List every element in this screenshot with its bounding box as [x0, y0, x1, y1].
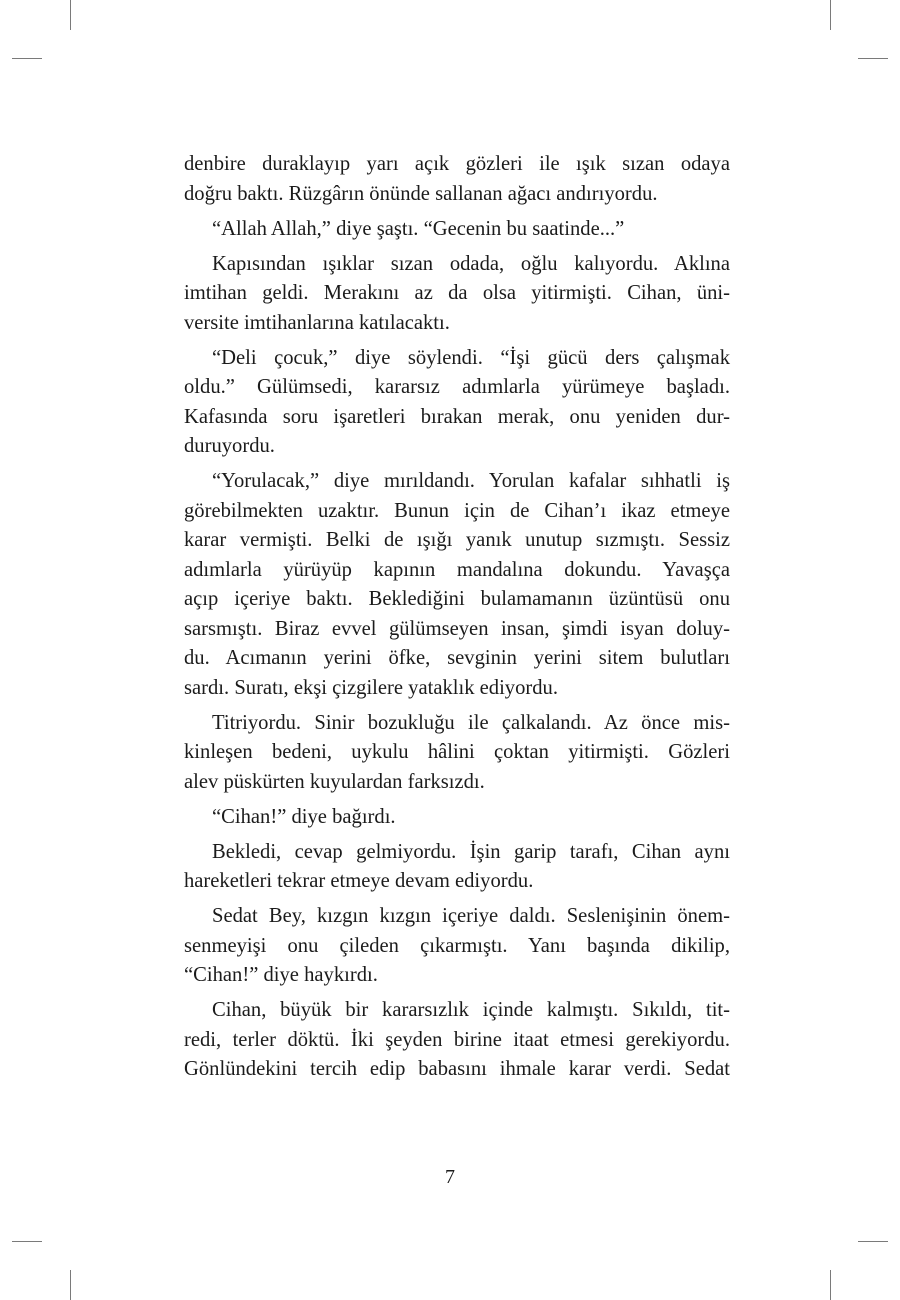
text-line: senmeyişi onu çileden çıkarmıştı. Yanı başında dikilip,	[184, 934, 730, 957]
paragraph	[184, 467, 730, 703]
crop-mark-top-right	[830, 0, 831, 30]
text-line: hareketleri tekrar etmeye devam ediyordu.	[184, 870, 534, 892]
paragraph	[184, 838, 730, 897]
paragraph	[184, 996, 730, 1085]
paragraph	[184, 344, 730, 462]
body-text	[184, 150, 730, 1090]
text-line: oldu.” Gülümsedi, kararsız adımlarla yürümeye başladı.	[184, 376, 730, 398]
paragraph	[184, 709, 730, 798]
paragraph	[184, 250, 730, 339]
paragraph	[184, 215, 730, 245]
text-line: “Allah Allah,” diye şaştı. “Gecenin bu saatinde...”	[212, 217, 625, 240]
text-line: “Yorulacak,” diye mırıldandı. Yorulan kafalar sıhhatli iş	[212, 470, 730, 492]
text-line: doğru baktı. Rüzgârın önünde sallanan ağacı andırıyordu.	[184, 182, 658, 205]
crop-mark-bottom-left	[12, 1241, 42, 1242]
text-line: denbire duraklayıp yarı açık gözleri ile ışık sızan odaya	[184, 153, 730, 175]
text-line: adımlarla yürüyüp kapının mandalına dokundu. Yavaşça	[184, 558, 730, 581]
text-line: Bekledi, cevap gelmiyordu. İşin garip tarafı, Cihan aynı	[212, 840, 730, 863]
paragraph	[184, 803, 730, 833]
text-line: Kapısından ışıklar sızan odada, oğlu kalıyordu. Aklına	[212, 252, 730, 275]
text-line: duruyordu.	[184, 435, 275, 457]
crop-mark-bottom-left	[70, 1270, 71, 1300]
text-line: Gönlündekini tercih edip babasını ihmale karar verdi. Sedat	[184, 1058, 730, 1080]
text-line: görebilmekten uzaktır. Bunun için de Cihan’ı ikaz etmeye	[184, 499, 730, 522]
text-line: Titriyordu. Sinir bozukluğu ile çalkalandı. Az önce mis-	[212, 711, 730, 734]
text-line: imtihan geldi. Merakını az da olsa yitirmişti. Cihan, üni-	[184, 282, 730, 304]
crop-mark-top-left	[70, 0, 71, 30]
text-line: alev püskürten kuyulardan farksızdı.	[184, 770, 485, 793]
crop-mark-top-left	[12, 58, 42, 59]
crop-mark-bottom-right	[858, 1241, 888, 1242]
crop-mark-top-right	[858, 58, 888, 59]
text-line: “Cihan!” diye bağırdı.	[212, 805, 396, 828]
text-line: Sedat Bey, kızgın kızgın içeriye daldı. Seslenişinin önem-	[212, 905, 730, 927]
text-line: redi, terler döktü. İki şeyden birine itaat etmesi gerekiyordu.	[184, 1028, 730, 1051]
text-line: “Deli çocuk,” diye söylendi. “İşi gücü ders çalışmak	[212, 346, 730, 369]
paragraph	[184, 150, 730, 209]
text-line: “Cihan!” diye haykırdı.	[184, 964, 378, 986]
text-line: du. Acımanın yerini öfke, sevginin yerini sitem bulutları	[184, 647, 730, 669]
text-line: versite imtihanlarına katılacaktı.	[184, 311, 450, 334]
crop-mark-bottom-right	[830, 1270, 831, 1300]
text-line: karar vermişti. Belki de ışığı yanık unutup sızmıştı. Sessiz	[184, 529, 730, 551]
text-line: kinleşen bedeni, uykulu hâlini çoktan yitirmişti. Gözleri	[184, 741, 730, 763]
paragraph	[184, 902, 730, 991]
text-line: Cihan, büyük bir kararsızlık içinde kalmıştı. Sıkıldı, tit-	[212, 999, 730, 1021]
text-line: sarsmıştı. Biraz evvel gülümseyen insan, şimdi isyan doluy-	[184, 617, 730, 640]
text-line: Kafasında soru işaretleri bırakan merak, onu yeniden dur-	[184, 405, 730, 428]
page-number: 7	[445, 1166, 455, 1188]
text-line: açıp içeriye baktı. Beklediğini bulamamanın üzüntüsü onu	[184, 588, 730, 610]
text-line: sardı. Suratı, ekşi çizgilere yataklık ediyordu.	[184, 676, 559, 699]
